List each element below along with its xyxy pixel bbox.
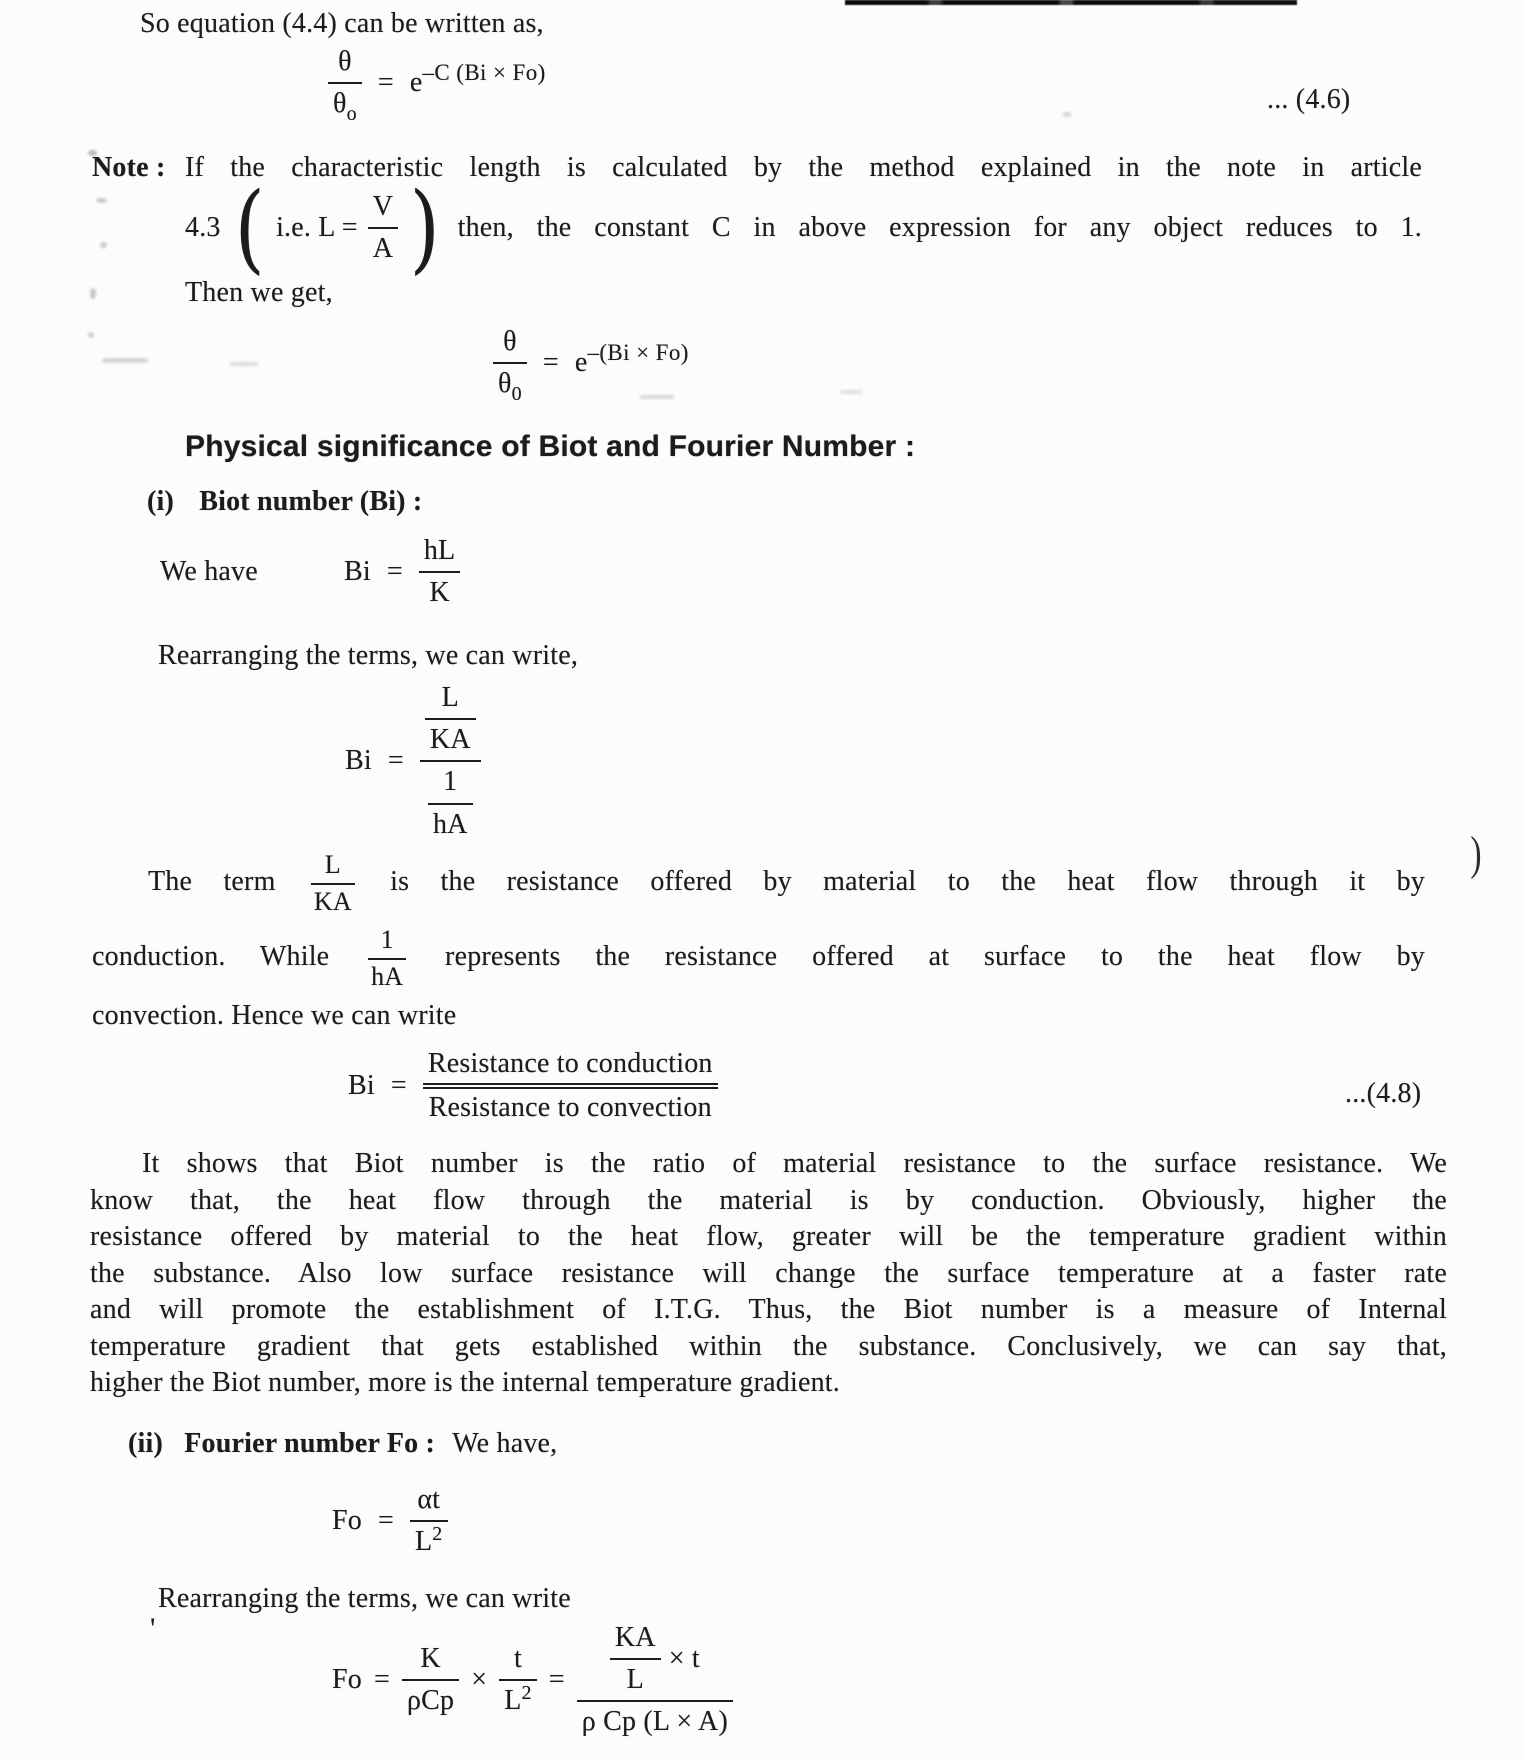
bi-symbol: Bi	[345, 745, 372, 777]
fraction-bar	[368, 227, 398, 229]
equation-4-6	[328, 46, 546, 126]
scan-speck	[102, 358, 148, 363]
paragraph-line: higher the Biot number, more is the internal temperature gradient.	[90, 1367, 840, 1398]
paragraph-line: the substance. Also low surface resistance will change the surface temperature at a faster rate	[90, 1257, 1447, 1289]
scan-speck	[96, 198, 107, 203]
theta-ratio-fraction	[328, 46, 362, 126]
fraction-bar	[419, 571, 461, 573]
paragraph-line: temperature gradient that gets established within the substance. Conclusively, we can say that,	[90, 1330, 1447, 1362]
note-line-3: Then we get,	[185, 277, 333, 308]
nested-fraction	[420, 682, 481, 841]
theta-numerator: θ	[338, 46, 352, 77]
paragraph-line: It shows that Biot number is the ratio of material resistance to the surface resistance. We	[142, 1148, 1447, 1179]
equation-fo-expanded	[332, 1622, 733, 1739]
fraction-bar	[425, 718, 476, 720]
subscript-o: o	[346, 103, 357, 126]
main-fraction-bar	[420, 760, 481, 762]
intro-line: So equation (4.4) can be written as,	[140, 8, 544, 39]
fraction-bar	[368, 958, 406, 960]
superscript-2: 2	[432, 1523, 443, 1546]
subsection-ii-label: (ii)	[128, 1428, 164, 1459]
fraction-bar	[499, 1679, 537, 1681]
note-line-2-rest: then, the constant C in above expression for any object reduces to 1.	[457, 212, 1422, 243]
equation-number-4-8: ...(4.8)	[1345, 1078, 1422, 1109]
v-over-a-fraction: $\frac{V}{A}$	[368, 191, 398, 265]
times-t: × t	[668, 1643, 700, 1675]
paragraph-line: resistance offered by material to the heat flow, greater will be the temperature gradient within	[90, 1221, 1447, 1252]
rearranging-line-1: Rearranging the terms, we can write,	[158, 640, 579, 671]
exponent: –(Bi × Fo)	[587, 340, 689, 366]
subscript-0: 0	[511, 383, 522, 406]
main-fraction-bar	[577, 1700, 733, 1702]
scan-speck	[1062, 112, 1072, 117]
double-fraction-bar	[423, 1083, 718, 1089]
bi-symbol: Bi	[344, 556, 371, 588]
scan-tick-mark: '	[150, 1612, 156, 1645]
equals-sign: =	[390, 1070, 407, 1102]
para1-line-1: The term $\frac{L}{KA}$ is the resistance offered by material to the heat flow through it by	[148, 850, 1425, 916]
scan-edge-bar	[845, 0, 1297, 5]
alpha-t-over-l2-fraction: $\frac{\alpha t}{L^2}$	[410, 1484, 448, 1558]
para1-line-3: convection. Hence we can write	[92, 1000, 457, 1031]
paragraph-line: know that, the heat flow through the material is by conduction. Obviously, higher the	[90, 1184, 1447, 1216]
subsection-i-text: Biot number (Bi) :	[199, 486, 423, 517]
scan-speck	[88, 332, 94, 338]
fo-symbol: Fo	[332, 1664, 362, 1696]
equation-bi-hl-k	[160, 535, 460, 609]
l-squared: $L^2$	[414, 1523, 443, 1558]
theta-ratio-fraction	[493, 326, 527, 406]
section-heading: Physical significance of Biot and Fourier Number :	[185, 430, 916, 463]
fraction-bar	[493, 362, 527, 364]
equals-sign: =	[542, 347, 559, 379]
exponent: –C (Bi × Fo)	[422, 60, 546, 86]
fraction-bar	[610, 1658, 661, 1660]
ka-over-l-fraction: $\frac{KA}{L}$	[610, 1622, 661, 1696]
article-number: 4.3	[185, 212, 221, 243]
subsection-ii-rest: We have,	[452, 1428, 558, 1459]
inline-l-over-ka: $\frac{L}{KA}$	[311, 851, 355, 916]
theta-denominator: $\theta_o$	[333, 88, 357, 126]
equation-4-8	[348, 1048, 718, 1124]
equals-sign: =	[377, 67, 394, 99]
fraction-bar	[311, 883, 355, 885]
t-over-l2-fraction: $\frac{t}{L^2}$	[499, 1643, 537, 1717]
scan-speck	[640, 395, 674, 399]
para1-line-2: conduction. While $\frac{1}{hA}$ represents the resistance offered at surface to the heat flow by	[92, 925, 1425, 991]
note-line-1: If the characteristic length is calculated by the method explained in the note in article	[185, 152, 1422, 183]
ie-length-def: i.e. L =	[276, 212, 358, 243]
equation-bi-nested	[345, 682, 481, 841]
main-paragraph	[90, 1146, 1447, 1402]
exponential-term: $e^{-C (Bi \times Fo)}$	[409, 60, 546, 99]
subsection-i-label: (i)	[147, 486, 175, 517]
note-line-2: 4.3 ( i.e. L = $\frac{V}{A}$ ) then, the constant C in above expression for any object reduces to 1.	[185, 172, 1422, 284]
scan-speck	[90, 288, 96, 299]
fraction-bar	[410, 1520, 448, 1522]
rearranging-line-2: Rearranging the terms, we can write	[158, 1583, 571, 1614]
subsection-ii-text: Fourier number Fo :	[184, 1428, 436, 1459]
equation-fo	[332, 1484, 448, 1558]
k-over-rho-cp-fraction: $\frac{K}{\text{ρCp}}$	[402, 1643, 459, 1717]
big-fraction: $\frac{KA}{L}$ × t ρ Cp (L × A)	[577, 1622, 733, 1739]
times-sign: ×	[471, 1664, 488, 1696]
equals-sign: =	[387, 745, 404, 777]
scan-speck	[100, 242, 107, 248]
note-label: Note :	[92, 152, 166, 183]
equals-sign: =	[377, 1505, 394, 1537]
resistance-ratio-fraction: Resistance to conduction Resistance to convection	[423, 1048, 718, 1124]
fraction-bar	[402, 1679, 459, 1681]
one-over-ha-fraction: $\frac{1}{hA}$	[428, 766, 473, 840]
bi-symbol: Bi	[348, 1070, 375, 1102]
fo-symbol: Fo	[332, 1505, 362, 1537]
paragraph-line: and will promote the establishment of I.T.G. Thus, the Biot number is a measure of Internal	[90, 1294, 1447, 1325]
fraction-bar	[428, 803, 473, 805]
theta-denominator: $\theta_0$	[498, 368, 522, 406]
scan-speck	[88, 150, 97, 156]
theta-numerator: θ	[503, 326, 517, 357]
we-have-label: We have	[160, 556, 258, 588]
hl-over-k-fraction: $\frac{hL}{K}$	[419, 535, 461, 609]
scan-speck	[230, 362, 258, 366]
l-squared: $L^2$	[504, 1682, 532, 1717]
superscript-2: 2	[521, 1682, 532, 1705]
l-over-ka-fraction: $\frac{L}{KA}$	[425, 682, 476, 756]
equals-sign: =	[386, 556, 403, 588]
equals-sign: =	[548, 1664, 565, 1696]
inline-one-over-ha: $\frac{1}{hA}$	[368, 926, 406, 991]
fraction-bar	[328, 82, 362, 84]
subsection-ii-title	[128, 1428, 557, 1460]
equals-sign: =	[373, 1664, 390, 1696]
scan-speck	[840, 390, 862, 394]
equation-number-4-6: ... (4.6)	[1267, 84, 1351, 115]
scan-stray-mark: )	[1470, 827, 1482, 880]
equation-bi-fo	[493, 326, 689, 406]
exponential-term: $e^{-(Bi \times Fo)}$	[574, 340, 689, 379]
subsection-i-title	[147, 486, 422, 518]
